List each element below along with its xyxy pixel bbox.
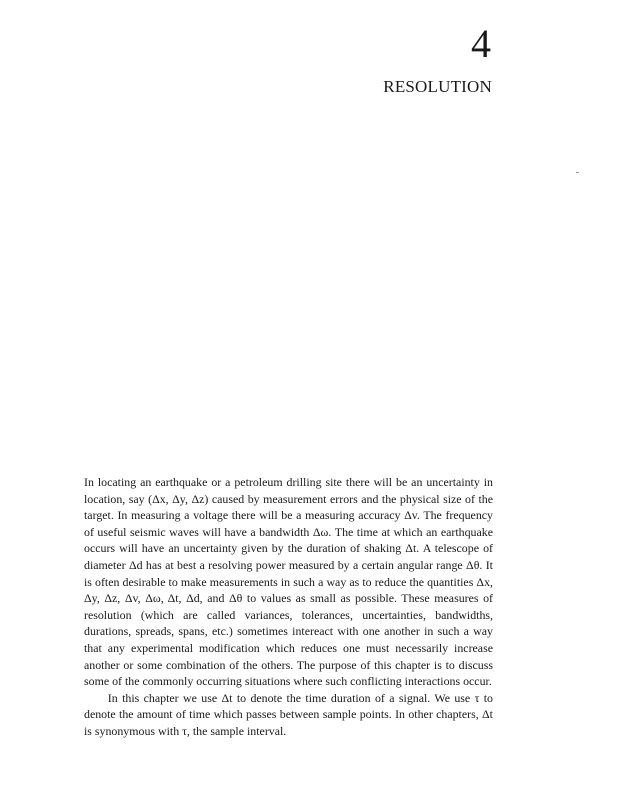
chapter-title: RESOLUTION (383, 77, 492, 96)
chapter-number: 4 (471, 21, 491, 66)
chapter-body (84, 474, 493, 740)
body-paragraph-1: In locating an earthquake or a petroleum drilling site there will be an uncertainty in location, say (Δx, Δy, Δz) caused by measurement errors and the physical size of the target. In measuring a voltage there will be a measuring accuracy Δv. The frequency of useful seismic waves will have a bandwidth Δω. The time at which an earthquake occurs will have an uncertainty given by the duration of shaking Δt. A telescope of diameter Δd has at best a resolving power measured by a certain angular range Δθ. It is often desirable to make measurements in such a way as to reduce the quantities Δx, Δy, Δz, Δv, Δω, Δt, Δd, and Δθ to values as small as possible. These measures of resolution (which are called variances, tolerances, uncertainties, bandwidths, durations, spreads, spans, etc.) sometimes intereact with one another in such a way that any experimental modification which reduces one must necessarily increase another or some combination of the others. The purpose of this chapter is to discuss some of the commonly occurring situations where such conflicting interactions occur. (84, 475, 493, 689)
scan-speck (576, 172, 579, 173)
body-paragraph-2: In this chapter we use Δt to denote the time duration of a signal. We use τ to denote the amount of time which passes between sample points. In other chapters, Δt is synonymous with τ, the sample interval. (84, 690, 493, 738)
